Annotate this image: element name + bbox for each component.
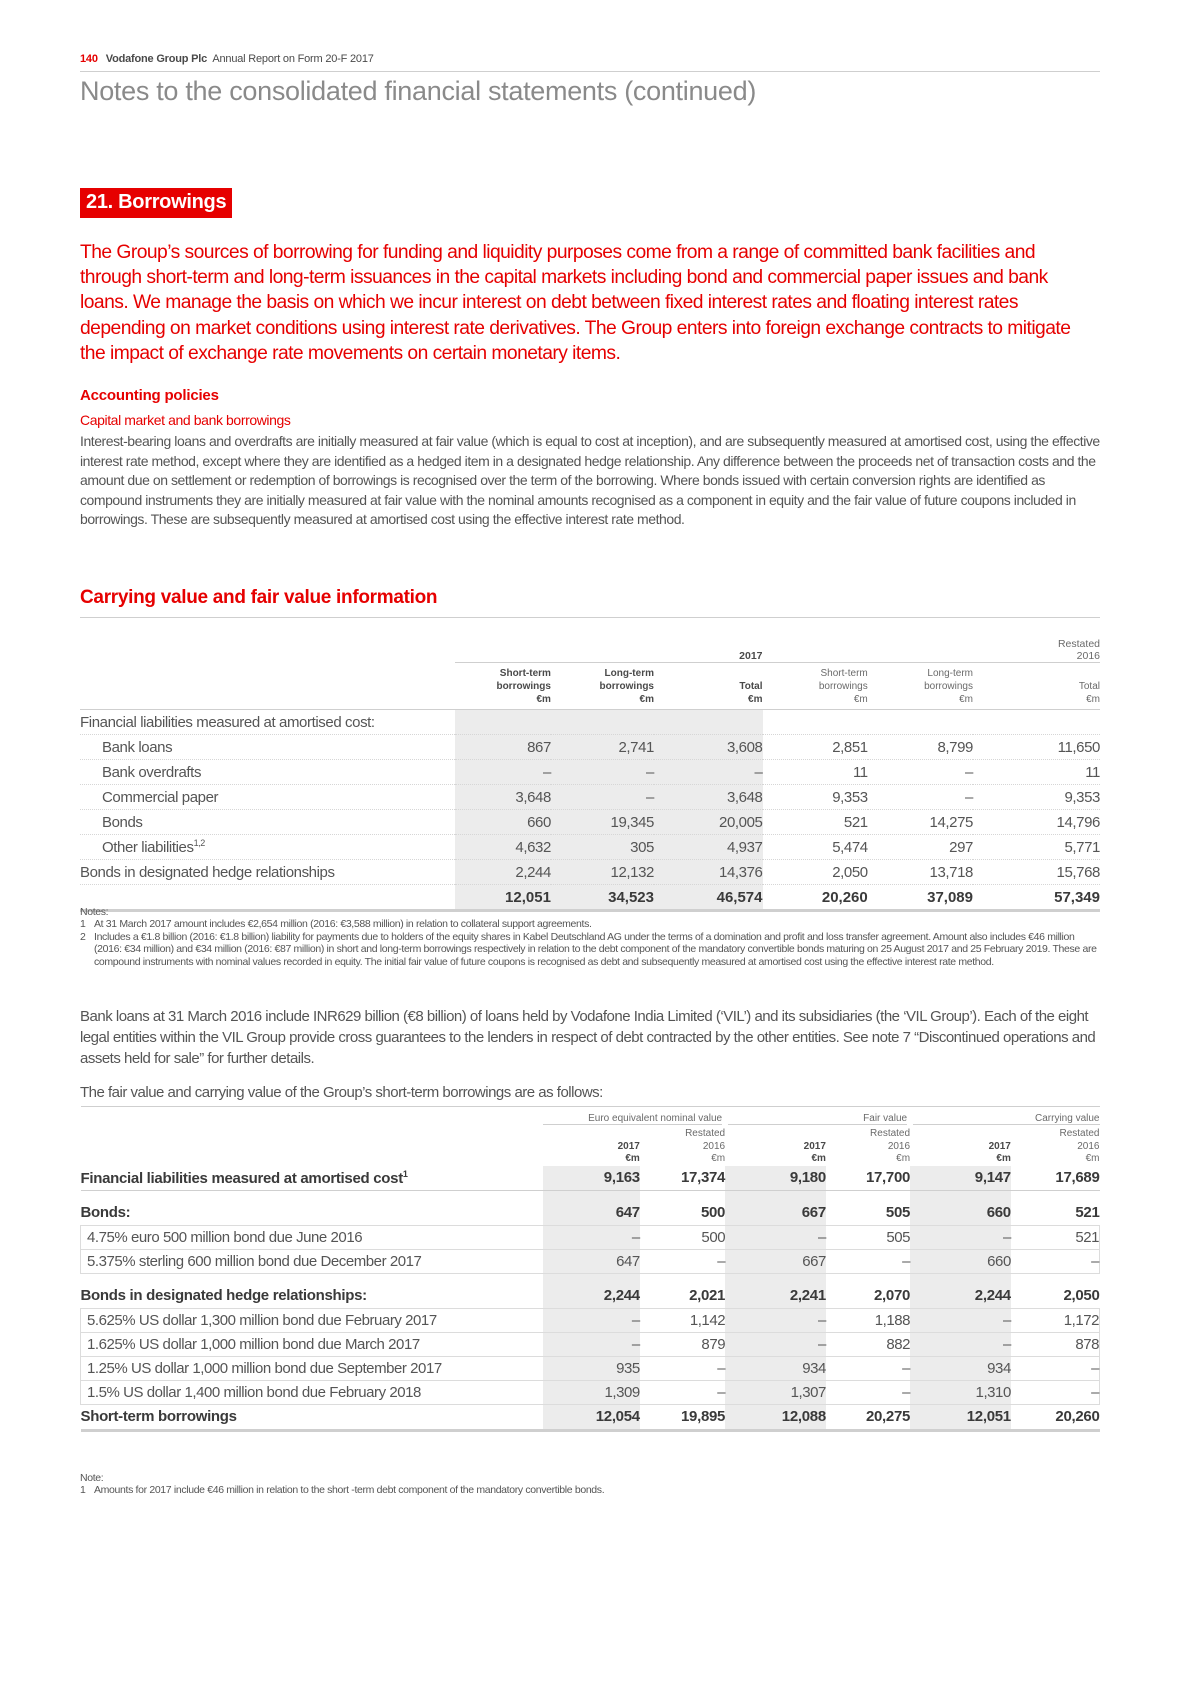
sub-header-row	[81, 1125, 1100, 1166]
group-header: Euro equivalent nominal value	[543, 1107, 725, 1125]
cell: 1,172	[1011, 1308, 1100, 1332]
cell: 11	[763, 760, 868, 785]
cell: 882	[826, 1332, 910, 1356]
cell: 20,260	[1011, 1404, 1100, 1430]
cell: 11,650	[973, 735, 1100, 760]
cell: 20,275	[826, 1404, 910, 1430]
intro-paragraph: The Group’s sources of borrowing for funding and liquidity purposes come from a range of committed bank facilities and through short-term and long-term issuances in the capital markets including bond and commercial paper issues and bank loans. We manage the basis on which we incur interest on debt between fixed interest rates and floating interest rates depending on market conditions using interest rate derivatives. The Group enters into foreign exchange contracts to mitigate the impact of exchange rate movements on certain monetary items.	[80, 242, 1071, 364]
col-header: Restated 2016 €m	[685, 1128, 726, 1165]
cell: 505	[826, 1225, 910, 1249]
cell: 935	[543, 1356, 639, 1380]
cell: –	[455, 760, 550, 785]
cell: 2,241	[725, 1284, 826, 1309]
cell: –	[868, 785, 973, 810]
col-header: Restated 2016 €m	[870, 1128, 911, 1165]
cell: 34,523	[551, 885, 654, 911]
cell: –	[640, 1380, 725, 1404]
carrying-value-table	[80, 617, 1100, 912]
cell: 521	[763, 810, 868, 835]
cell: –	[551, 785, 654, 810]
cell: 17,689	[1011, 1166, 1100, 1191]
row-label: Bonds	[80, 810, 455, 835]
short-term-borrowings-table	[80, 1106, 1100, 1432]
table-row	[81, 1249, 1100, 1273]
row-label: 5.375% sterling 600 million bond due December 2017	[81, 1249, 544, 1273]
cell: 2,244	[910, 1284, 1011, 1309]
cell: 505	[885, 1204, 911, 1222]
cell: 667	[725, 1201, 826, 1226]
cell: –	[1011, 1249, 1100, 1273]
cell: 57,349	[973, 885, 1100, 911]
cell: 12,088	[725, 1404, 826, 1430]
cell: 2,244	[455, 860, 550, 885]
accounting-subheading: Capital market and bank borrowings	[80, 412, 291, 428]
total-row	[81, 1404, 1100, 1430]
cell: 12,051	[910, 1404, 1011, 1430]
col-header: Long-term borrowings €m	[868, 663, 973, 710]
cell: 20,005	[654, 810, 763, 835]
table-row	[81, 1166, 1100, 1191]
cell: 4,937	[654, 835, 763, 860]
cell: 17,374	[640, 1166, 725, 1191]
cell: 879	[640, 1332, 725, 1356]
year-2017-header: 2017	[455, 618, 762, 663]
row-label: 1.625% US dollar 1,000 million bond due March 2017	[81, 1332, 544, 1356]
report-name: Annual Report on Form 20-F 2017	[212, 53, 374, 65]
cell: –	[910, 1332, 1011, 1356]
vil-paragraph: Bank loans at 31 March 2016 include INR629 billion (€8 billion) of loans held by Vodafone India Limited (‘VIL’) and its subsidiaries (the ‘VIL Group’). Each of the eight legal entities within the VIL Group provide cross guarantees to the lenders in respect of debt contracted by the other entities. See note 7 “Discontinued operations and assets held for sale” for further details.	[80, 1008, 1096, 1067]
running-header	[80, 53, 374, 65]
cell: –	[1011, 1380, 1100, 1404]
cell: 2,244	[543, 1284, 639, 1309]
cell: 1,309	[543, 1380, 639, 1404]
accounting-policies-heading: Accounting policies	[80, 387, 219, 404]
cell: 20,260	[763, 885, 868, 911]
cell: 3,648	[455, 785, 550, 810]
cell: –	[654, 760, 763, 785]
cell: 8,799	[868, 735, 973, 760]
cell: 15,768	[973, 860, 1100, 885]
cell: 9,353	[763, 785, 868, 810]
cell: 3,648	[654, 785, 763, 810]
group-header: Fair value	[725, 1107, 910, 1125]
cell: 1,310	[910, 1380, 1011, 1404]
col-header: Long-term borrowings €m	[551, 663, 654, 710]
cell: –	[543, 1308, 639, 1332]
note-item: 1 Amounts for 2017 include €46 million in relation to the short -term debt component of the mandatory convertible bonds.	[80, 1484, 605, 1497]
cell: 9,353	[973, 785, 1100, 810]
row-label: Bank overdrafts	[80, 760, 455, 785]
cell: 521	[1075, 1204, 1100, 1222]
cell: 19,895	[640, 1404, 725, 1430]
cell: 9,163	[543, 1166, 639, 1191]
cell: 14,275	[868, 810, 973, 835]
column-header-row	[80, 663, 1100, 710]
cell: –	[725, 1225, 826, 1249]
cell: 2,741	[551, 735, 654, 760]
table-row	[80, 835, 1100, 860]
table-row	[80, 810, 1100, 835]
col-header: 2017 €m	[988, 1140, 1011, 1165]
cell: 13,718	[868, 860, 973, 885]
section-heading: 21. Borrowings	[80, 188, 232, 218]
table1-notes	[80, 906, 1100, 968]
cell: 934	[910, 1356, 1011, 1380]
row-label: Short-term borrowings	[81, 1404, 544, 1430]
cell: 500	[700, 1204, 726, 1222]
cell: –	[826, 1356, 910, 1380]
accounting-policies-body: Interest-bearing loans and overdrafts are initially measured at fair value (which is equal to cost at inception), and are subsequently measured at amortised cost, using the effective interest rate method, except where they are identified as a hedged item in a designated hedge relationship. Any difference between the proceeds net of transaction costs and the amount due on settlement or redemption of borrowings is recognised over the term of the borrowing. Where bonds issued with certain conversion rights are identified as compound instruments they are initially measured at fair value with the nominal amounts recognised as a component in equity and the fair value of future coupons included in borrowings. These are subsequently measured at amortised cost using the effective interest rate method.	[80, 433, 1100, 528]
cell: 12,132	[551, 860, 654, 885]
row-label: Bonds:	[80, 1204, 131, 1222]
cell: –	[640, 1249, 725, 1273]
footnote-ref: 1,2	[193, 838, 205, 848]
table-row	[80, 735, 1100, 760]
cell: 14,376	[654, 860, 763, 885]
footnote-ref: 1	[402, 1168, 408, 1179]
cell: 647	[543, 1201, 639, 1226]
table-row	[81, 1201, 1100, 1226]
cell: 1,307	[725, 1380, 826, 1404]
row-label: 1.5% US dollar 1,400 million bond due February 2018	[81, 1380, 544, 1404]
cell: –	[543, 1225, 639, 1249]
cell: 3,608	[654, 735, 763, 760]
cell: 500	[640, 1225, 725, 1249]
cell: 934	[725, 1356, 826, 1380]
cell: –	[725, 1332, 826, 1356]
header-divider	[80, 71, 1100, 72]
col-header: Short-term borrowings €m	[763, 663, 868, 710]
company-name: Vodafone Group Plc	[105, 53, 208, 65]
cell: 660	[455, 810, 550, 835]
carrying-value-heading: Carrying value and fair value information	[80, 587, 438, 608]
cell: 2,070	[874, 1287, 911, 1305]
row-group-label: Financial liabilities measured at amortised cost:	[80, 710, 455, 735]
cell: 19,345	[551, 810, 654, 835]
cell: 9,147	[910, 1166, 1011, 1191]
cell: 2,050	[763, 860, 868, 885]
note-item: 2 Includes a €1.8 billion (2016: €1.8 billion) liability for payments due to holders of the equity shares in Kabel Deutschland AG under the terms of a domination and profit and loss transfer agreement. Amount also includes €46 million (2016: €34 million) and €34 million (2016: €87 million) in short and long-term borrowings respectively in relation to the debt component of the mandatory convertible bonds maturing on 25 August 2017 and 25 February 2019. These are compound instruments with nominal values recorded in equity. The initial fair value of future coupons is recognised as debt and subsequently measured at amortised cost using the effective interest rate method.	[80, 930, 1097, 968]
cell: 12,051	[455, 885, 550, 911]
table-row	[80, 760, 1100, 785]
cell: 5,771	[973, 835, 1100, 860]
cell: –	[551, 760, 654, 785]
cell: 2,021	[689, 1287, 726, 1305]
cell: –	[543, 1332, 639, 1356]
row-label: 1.25% US dollar 1,000 million bond due September 2017	[81, 1356, 544, 1380]
cell: –	[640, 1356, 725, 1380]
row-label: 4.75% euro 500 million bond due June 2016	[81, 1225, 544, 1249]
page-number: 140	[80, 53, 98, 65]
row-label: 5.625% US dollar 1,300 million bond due February 2017	[81, 1308, 544, 1332]
cell: 660	[910, 1201, 1011, 1226]
cell: 2,851	[763, 735, 868, 760]
note-heading: Note:	[80, 1472, 104, 1484]
cell: –	[1011, 1356, 1100, 1380]
col-header: Total €m	[973, 663, 1100, 710]
row-label: Bonds in designated hedge relationships:	[80, 1287, 367, 1305]
page-title: Notes to the consolidated financial statements (continued)	[80, 76, 757, 106]
row-label: Bank loans	[80, 735, 455, 760]
cell: 9,180	[725, 1166, 826, 1191]
cell: 647	[543, 1249, 639, 1273]
col-header: Short-term borrowings €m	[455, 663, 550, 710]
group-header-row	[81, 1107, 1100, 1125]
table-row	[81, 1332, 1100, 1356]
cell: 2,050	[1063, 1287, 1100, 1305]
table-row	[81, 1225, 1100, 1249]
year-header-row	[80, 618, 1100, 663]
table2-note	[80, 1472, 604, 1497]
cell: –	[910, 1308, 1011, 1332]
group-header: Carrying value	[910, 1107, 1099, 1125]
cell: 667	[725, 1249, 826, 1273]
note-item: 1 At 31 March 2017 amount includes €2,654 million (2016: €3,588 million) in relation to collateral support agreements.	[80, 918, 592, 931]
cell: 867	[455, 735, 550, 760]
short-term-intro: The fair value and carrying value of the Group’s short-term borrowings are as follows:	[80, 1084, 603, 1101]
cell: 37,089	[868, 885, 973, 911]
table-row	[80, 710, 1100, 735]
cell: 305	[551, 835, 654, 860]
cell: 521	[1011, 1225, 1100, 1249]
cell: –	[826, 1380, 910, 1404]
table-row	[81, 1284, 1100, 1309]
table-row	[81, 1308, 1100, 1332]
year-2016-header: Restated 2016	[763, 618, 1101, 663]
cell: 12,054	[543, 1404, 639, 1430]
table-row	[81, 1380, 1100, 1404]
notes-heading: Notes:	[80, 906, 109, 918]
row-label: Commercial paper	[80, 785, 455, 810]
row-label: Financial liabilities measured at amortised cost$^1$	[81, 1166, 544, 1191]
row-label: Bonds in designated hedge relationships	[80, 860, 455, 885]
col-header: 2017 €m	[803, 1140, 826, 1165]
col-header: 2017 €m	[617, 1140, 640, 1165]
cell: 4,632	[455, 835, 550, 860]
cell: 1,188	[826, 1308, 910, 1332]
cell: 46,574	[654, 885, 763, 911]
cell: 878	[1011, 1332, 1100, 1356]
col-header: Total €m	[654, 663, 763, 710]
cell: 1,142	[640, 1308, 725, 1332]
cell: 5,474	[763, 835, 868, 860]
cell: 11	[973, 760, 1100, 785]
cell: –	[725, 1308, 826, 1332]
cell: 297	[868, 835, 973, 860]
cell: 17,700	[826, 1166, 910, 1191]
cell: 660	[910, 1249, 1011, 1273]
cell: –	[910, 1225, 1011, 1249]
cell: 14,796	[973, 810, 1100, 835]
table-row	[81, 1356, 1100, 1380]
cell: –	[826, 1249, 910, 1273]
col-header: Restated 2016 €m	[1059, 1128, 1100, 1165]
row-label: Other liabilities$^{1,2}$	[80, 835, 455, 860]
table-row	[80, 785, 1100, 810]
table-row	[80, 860, 1100, 885]
cell: –	[868, 760, 973, 785]
